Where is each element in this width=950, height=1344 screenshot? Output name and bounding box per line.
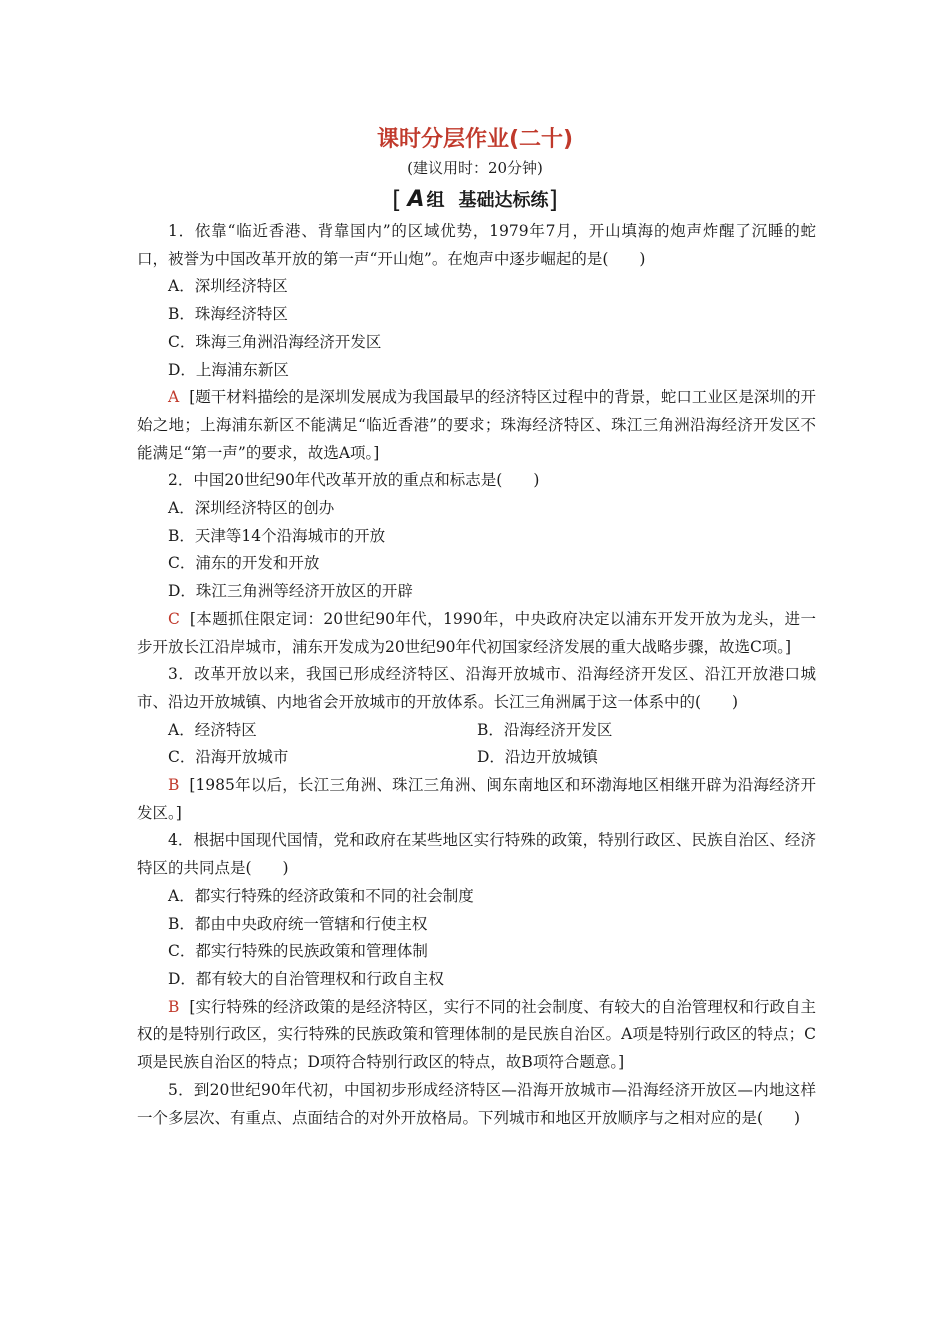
q1-answer-block — [137, 384, 816, 467]
q2-answer-block — [137, 606, 816, 661]
q3-options-row-2 — [137, 744, 816, 772]
q1-option-b: B．珠海经济特区 — [168, 305, 288, 324]
q1-option-c: C．珠海三角洲沿海经济开发区 — [168, 332, 382, 351]
question-2-stem: 2．中国20世纪90年代改革开放的重点和标志是( ) — [168, 471, 540, 490]
q3-option-c: C．沿海开放城市 — [168, 748, 289, 767]
q1-option-a: A．深圳经济特区 — [168, 277, 288, 296]
q1-answer: A — [168, 388, 180, 407]
q2-explanation: [本题抓住限定词：20世纪90年代，1990年，中央政府决定以浦东开发开放为龙头，进一步开放长江沿岸城市，浦东开发成为20世纪90年代初国家经济发展的重大战略步骤，故选C项。] — [137, 609, 816, 656]
q4-option-c: C．都实行特殊的民族政策和管理体制 — [168, 942, 428, 961]
right-bracket-icon: ] — [548, 186, 558, 214]
question-4-stem: 4．根据中国现代国情，党和政府在某些地区实行特殊的政策，特别行政区、民族自治区、经济特区的共同点是( ) — [137, 831, 816, 878]
time-suggestion: (建议用时：20分钟) — [407, 159, 543, 177]
question-list — [137, 218, 816, 1132]
group-letter: A — [407, 187, 425, 212]
q4-answer: B — [168, 997, 180, 1016]
q2-option-b: B．天津等14个沿海城市的开放 — [168, 526, 386, 545]
q3-options-row-1 — [137, 717, 816, 745]
q3-option-d: D．沿边开放城镇 — [477, 748, 598, 767]
group-name: 基础达标练 — [458, 190, 549, 211]
q2-option-a: A．深圳经济特区的创办 — [168, 499, 335, 518]
q4-answer-block — [137, 994, 816, 1077]
question-3-stem: 3．改革开放以来，我国已形成经济特区、沿海开放城市、沿海经济开发区、沿江开放港口城市、沿边开放城镇、内地省会开放城市的开放体系。长江三角洲属于这一体系中的( ) — [137, 665, 816, 711]
q3-option-b: B．沿海经济开发区 — [477, 720, 613, 739]
q4-option-d: D．都有较大的自治管理权和行政自主权 — [168, 969, 444, 988]
q3-answer-block — [137, 772, 816, 827]
q4-option-b: B．都由中央政府统一管辖和行使主权 — [168, 914, 428, 933]
q1-explanation: [题干材料描绘的是深圳发展成为我国最早的经济特区过程中的背景，蛇口工业区是深圳的开始之地；上海浦东新区不能满足“临近香港”的要求；珠海经济特区、珠江三角洲沿海经济开发区不能满足“第一声”的要求，故选A项。] — [137, 388, 816, 462]
q2-answer: C — [168, 609, 180, 628]
q3-option-a: A．经济特区 — [168, 720, 257, 739]
q3-explanation: [1985年以后，长江三角洲、珠江三角洲、闽东南地区和环渤海地区相继开辟为沿海经济开发区。] — [137, 776, 816, 822]
q3-answer: B — [168, 776, 180, 795]
group-label: 组 — [426, 190, 445, 211]
question-5-stem: 5．到20世纪90年代初，中国初步形成经济特区—沿海开放城市—沿海经济开放区—内地这样一个多层次、有重点、点面结合的对外开放格局。下列城市和地区开放顺序与之相对应的是( ) — [137, 1080, 816, 1127]
q2-option-d: D．珠江三角洲等经济开放区的开辟 — [168, 582, 413, 601]
q4-explanation: [实行特殊的经济政策的是经济特区，实行不同的社会制度、有较大的自治管理权和行政自主权的是特别行政区，实行特殊的民族政策和管理体制的是民族自治区。A项是特别行政区的特点；C项是民族自治区的特点；D项符合特别行政区的特点，故B项符合题意。] — [137, 997, 816, 1072]
q1-option-d: D．上海浦东新区 — [168, 360, 289, 379]
section-heading — [0, 186, 950, 214]
page-title: 课时分层作业(二十) — [376, 127, 574, 152]
question-1-stem: 1．依靠“临近香港、背靠国内”的区域优势，1979年7月，开山填海的炮声炸醒了沉睡的蛇口，被誉为中国改革开放的第一声“开山炮”。在炮声中逐步崛起的是( ) — [137, 222, 816, 268]
q4-option-a: A．都实行特殊的经济政策和不同的社会制度 — [168, 886, 474, 905]
left-bracket-icon: [ — [392, 186, 402, 214]
q2-option-c: C．浦东的开发和开放 — [168, 554, 320, 573]
